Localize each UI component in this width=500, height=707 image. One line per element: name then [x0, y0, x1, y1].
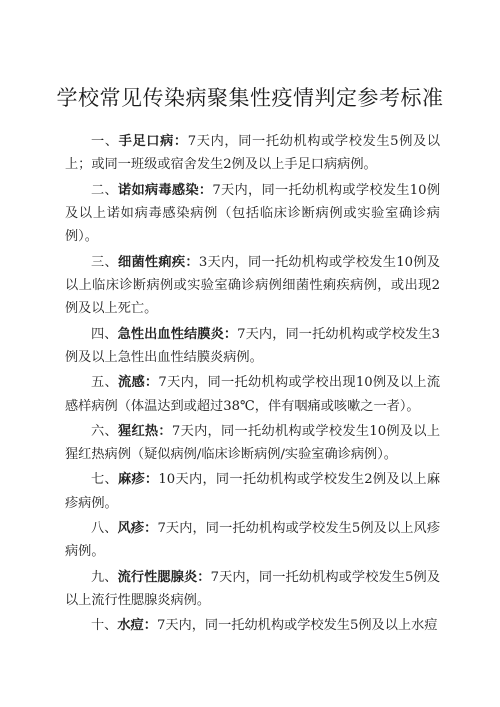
item-text: 7天内，同一托幼机构或学校发生10例及以上猩红热病例（疑似病例/临床诊断病例/实验室确诊病例）。: [65, 423, 441, 463]
disease-name: 流感：: [117, 375, 159, 391]
disease-name: 急性出血性结膜炎：: [117, 326, 238, 342]
item-text: 7天内，同一托幼机构或学校发生5例及以上风疹病例。: [65, 521, 441, 560]
criteria-item: [65, 468, 440, 515]
criteria-list: [65, 130, 440, 640]
criteria-item: [65, 517, 440, 564]
item-number: 五、: [91, 375, 118, 391]
criteria-item: [65, 614, 440, 637]
criteria-item: [65, 566, 440, 613]
item-number: 八、: [91, 521, 118, 537]
criteria-item: [65, 251, 440, 321]
criteria-item: [65, 130, 440, 177]
disease-name: 猩红热：: [117, 423, 172, 439]
item-number: 七、: [91, 472, 118, 488]
disease-name: 水痘：: [117, 618, 157, 634]
item-text: 7天内，同一托幼机构或学校出现10例及以上流感样病例（体温达到或超过38℃，伴有咽痛或咳嗽之一者）。: [65, 375, 441, 414]
criteria-item: [65, 323, 440, 370]
item-number: 三、: [91, 254, 118, 270]
item-text: 10天内，同一托幼机构或学校发生2例及以上麻疹病例。: [65, 472, 441, 511]
criteria-item: [65, 179, 440, 249]
item-number: 四、: [91, 326, 118, 342]
item-number: 六、: [91, 423, 118, 439]
disease-name: 手足口病：: [118, 134, 188, 149]
item-number: 十、: [91, 618, 118, 634]
item-text: 7天内，同一托幼机构或学校发生5例及以上；或同一班级或宿舍发生2例及以上手足口病病例。: [65, 134, 441, 173]
disease-name: 风疹：: [117, 521, 158, 537]
item-text: 7天内，同一托幼机构或学校发生5例及以上水痘: [156, 618, 438, 634]
document-title: 学校常见传染病聚集性疫情判定参考标准: [56, 86, 444, 110]
item-number: 二、: [91, 182, 118, 198]
disease-name: 细菌性痢疾：: [117, 254, 199, 270]
item-number: 九、: [91, 569, 118, 585]
criteria-item: [65, 420, 440, 467]
criteria-item: [65, 371, 440, 418]
disease-name: 流行性腮腺炎：: [117, 569, 211, 585]
item-text: 7天内，同一托幼机构或学校发生10例及以上诺如病毒感染病例（包括临床诊断病例或实验室确诊病例）。: [65, 182, 441, 245]
disease-name: 诺如病毒感染：: [117, 182, 213, 198]
item-text: 7天内，同一托幼机构或学校发生5例及以上流行性腮腺炎病例。: [65, 569, 441, 609]
item-text: 7天内，同一托幼机构或学校发生3例及以上急性出血性结膜炎病例。: [65, 326, 441, 366]
disease-name: 麻疹：: [117, 472, 159, 488]
item-text: 3天内，同一托幼机构或学校发生10例及以上临床诊断病例或实验室确诊病例细菌性痢疾病例，或出现2例及以上死亡。: [65, 254, 441, 317]
item-number: 一、: [91, 134, 119, 149]
